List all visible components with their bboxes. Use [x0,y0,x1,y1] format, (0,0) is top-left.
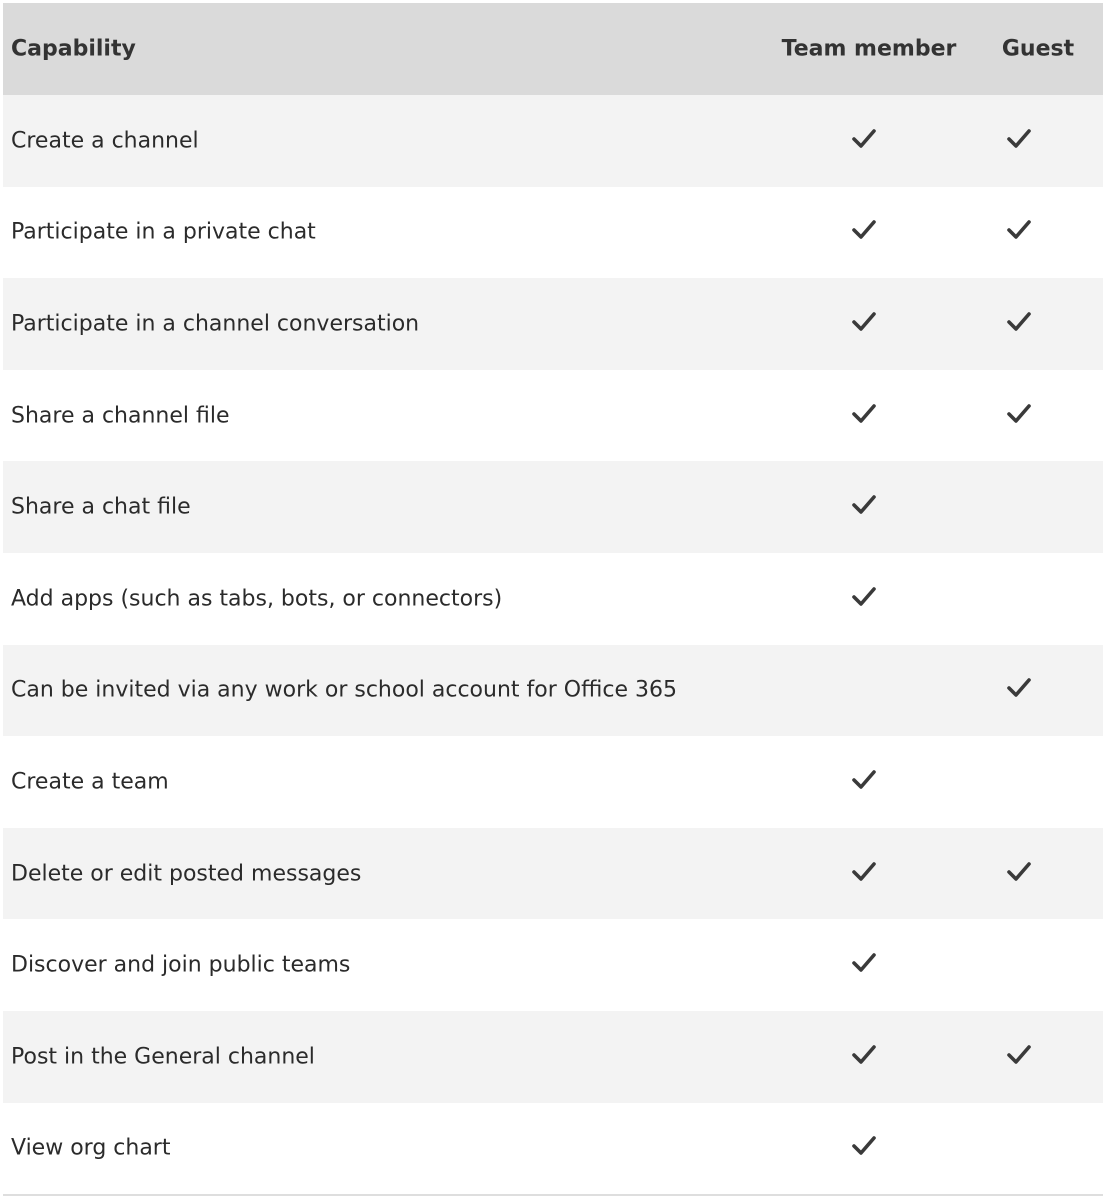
capability-label: Discover and join public teams [11,952,351,978]
table-bottom-divider [3,1194,1103,1196]
guest-checkmark-icon [1004,672,1034,702]
capability-label: Post in the General channel [11,1044,315,1070]
capability-label: Participate in a private chat [11,219,316,245]
capability-label: Create a channel [11,128,199,154]
capability-label: Delete or edit posted messages [11,861,362,887]
table-row [3,1103,1103,1195]
table-row [3,95,1103,187]
header-team-member: Team member [781,36,957,62]
capability-table [3,3,1103,1196]
team-member-checkmark-icon [849,214,879,244]
guest-checkmark-icon [1004,214,1034,244]
team-member-checkmark-icon [849,581,879,611]
table-body [3,95,1103,1194]
team-member-checkmark-icon [849,947,879,977]
capability-label: Can be invited via any work or school account for Office 365 [11,677,677,703]
team-member-checkmark-icon [849,764,879,794]
team-member-checkmark-icon [849,856,879,886]
guest-checkmark-icon [1004,306,1034,336]
team-member-checkmark-icon [849,1039,879,1069]
table-row [3,553,1103,645]
table-row [3,278,1103,370]
guest-checkmark-icon [1004,1039,1034,1069]
table-row [3,919,1103,1011]
table-row [3,828,1103,920]
table-row [3,645,1103,737]
capability-label: Add apps (such as tabs, bots, or connectors) [11,586,503,612]
table-row [3,461,1103,553]
table-row [3,370,1103,462]
guest-checkmark-icon [1004,123,1034,153]
guest-checkmark-icon [1004,398,1034,428]
team-member-checkmark-icon [849,123,879,153]
header-guest: Guest [1001,36,1075,62]
table-header [3,3,1103,95]
team-member-checkmark-icon [849,489,879,519]
team-member-checkmark-icon [849,398,879,428]
capability-label: Participate in a channel conversation [11,311,420,337]
table-row [3,187,1103,279]
capability-label: Share a channel file [11,403,230,429]
table-row [3,736,1103,828]
guest-checkmark-icon [1004,856,1034,886]
capability-label: Share a chat file [11,494,191,520]
table-row [3,1011,1103,1103]
header-capability: Capability [11,36,136,62]
team-member-checkmark-icon [849,306,879,336]
team-member-checkmark-icon [849,1130,879,1160]
capability-label: View org chart [11,1135,171,1161]
capability-label: Create a team [11,769,169,795]
